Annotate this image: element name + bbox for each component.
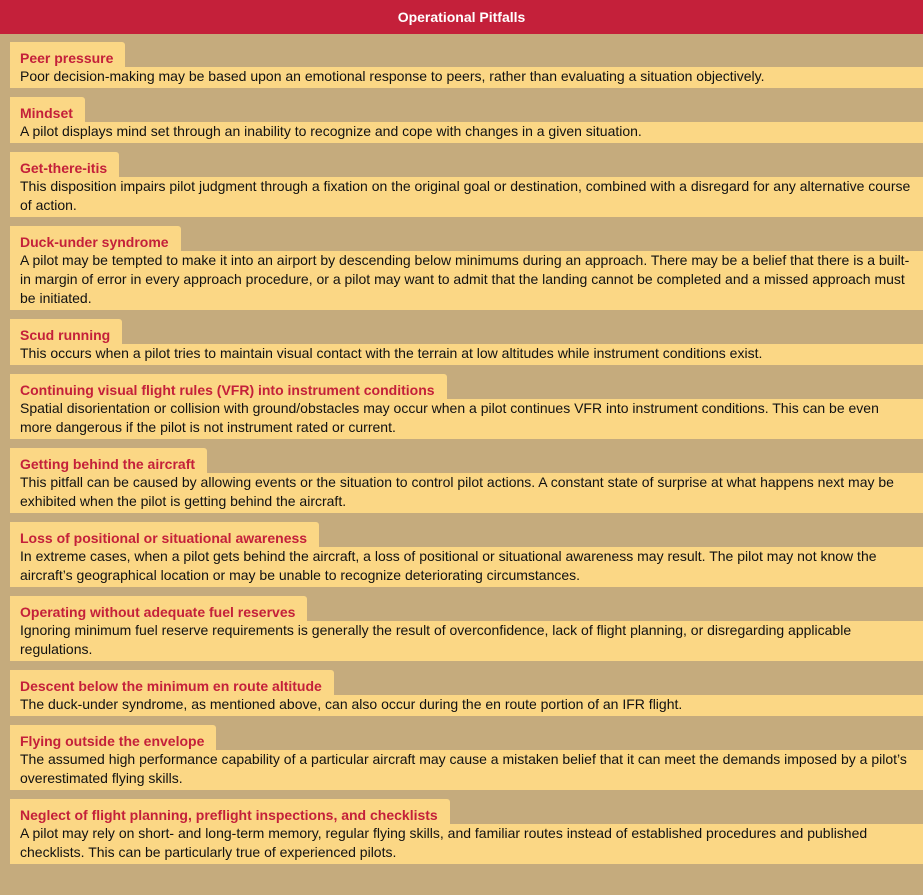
pitfall-item (10, 226, 923, 310)
pitfall-heading: Scud running (10, 319, 122, 344)
pitfall-description: Poor decision-making may be based upon an emotional response to peers, rather than evaluating a situation objectively. (10, 67, 923, 88)
pitfall-item (10, 799, 923, 864)
pitfall-heading: Mindset (10, 97, 85, 122)
pitfall-description: In extreme cases, when a pilot gets behind the aircraft, a loss of positional or situational awareness may result. The pilot may not know the aircraft’s geographical location or may be unable to recognize deteriorating circumstances. (10, 547, 923, 587)
pitfall-item (10, 670, 923, 716)
pitfall-description: A pilot may rely on short- and long-term memory, regular flying skills, and familiar routes instead of established procedures and published checklists. This can be particularly true of experienced pilots. (10, 824, 923, 864)
pitfall-heading: Duck-under syndrome (10, 226, 181, 251)
pitfall-item (10, 97, 923, 143)
page-title: Operational Pitfalls (0, 0, 923, 34)
pitfall-description: This disposition impairs pilot judgment through a fixation on the original goal or destination, combined with a disregard for any alternative course of action. (10, 177, 923, 217)
pitfall-heading: Continuing visual flight rules (VFR) into instrument conditions (10, 374, 447, 399)
pitfall-heading: Getting behind the aircraft (10, 448, 207, 473)
pitfall-item (10, 374, 923, 439)
pitfall-list (0, 34, 923, 864)
pitfall-item (10, 319, 923, 365)
pitfall-description: The assumed high performance capability of a particular aircraft may cause a mistaken belief that it can meet the demands imposed by a pilot’s overestimated flying skills. (10, 750, 923, 790)
pitfall-heading: Neglect of flight planning, preflight inspections, and checklists (10, 799, 450, 824)
pitfall-description: Ignoring minimum fuel reserve requirements is generally the result of overconfidence, lack of flight planning, or disregarding applicable regulations. (10, 621, 923, 661)
pitfall-item (10, 522, 923, 587)
pitfall-description: A pilot may be tempted to make it into an airport by descending below minimums during an approach. There may be a belief that there is a built-in margin of error in every approach procedure, or a pilot may want to admit that the landing cannot be completed and a missed approach must be initiated. (10, 251, 923, 310)
pitfall-heading: Peer pressure (10, 42, 125, 67)
pitfall-item (10, 448, 923, 513)
pitfall-heading: Get-there-itis (10, 152, 119, 177)
pitfall-item (10, 152, 923, 217)
pitfall-item (10, 42, 923, 88)
pitfall-description: The duck-under syndrome, as mentioned above, can also occur during the en route portion of an IFR flight. (10, 695, 923, 716)
pitfall-heading: Flying outside the envelope (10, 725, 216, 750)
pitfall-description: This pitfall can be caused by allowing events or the situation to control pilot actions. A constant state of surprise at what happens next may be exhibited when the pilot is getting behind the aircraft. (10, 473, 923, 513)
pitfall-item (10, 596, 923, 661)
pitfall-description: A pilot displays mind set through an inability to recognize and cope with changes in a given situation. (10, 122, 923, 143)
pitfall-item (10, 725, 923, 790)
pitfall-description: Spatial disorientation or collision with ground/obstacles may occur when a pilot continues VFR into instrument conditions. This can be even more dangerous if the pilot is not instrument rated or current. (10, 399, 923, 439)
pitfall-description: This occurs when a pilot tries to maintain visual contact with the terrain at low altitudes while instrument conditions exist. (10, 344, 923, 365)
pitfall-heading: Operating without adequate fuel reserves (10, 596, 307, 621)
pitfall-heading: Descent below the minimum en route altitude (10, 670, 334, 695)
pitfall-heading: Loss of positional or situational awareness (10, 522, 319, 547)
